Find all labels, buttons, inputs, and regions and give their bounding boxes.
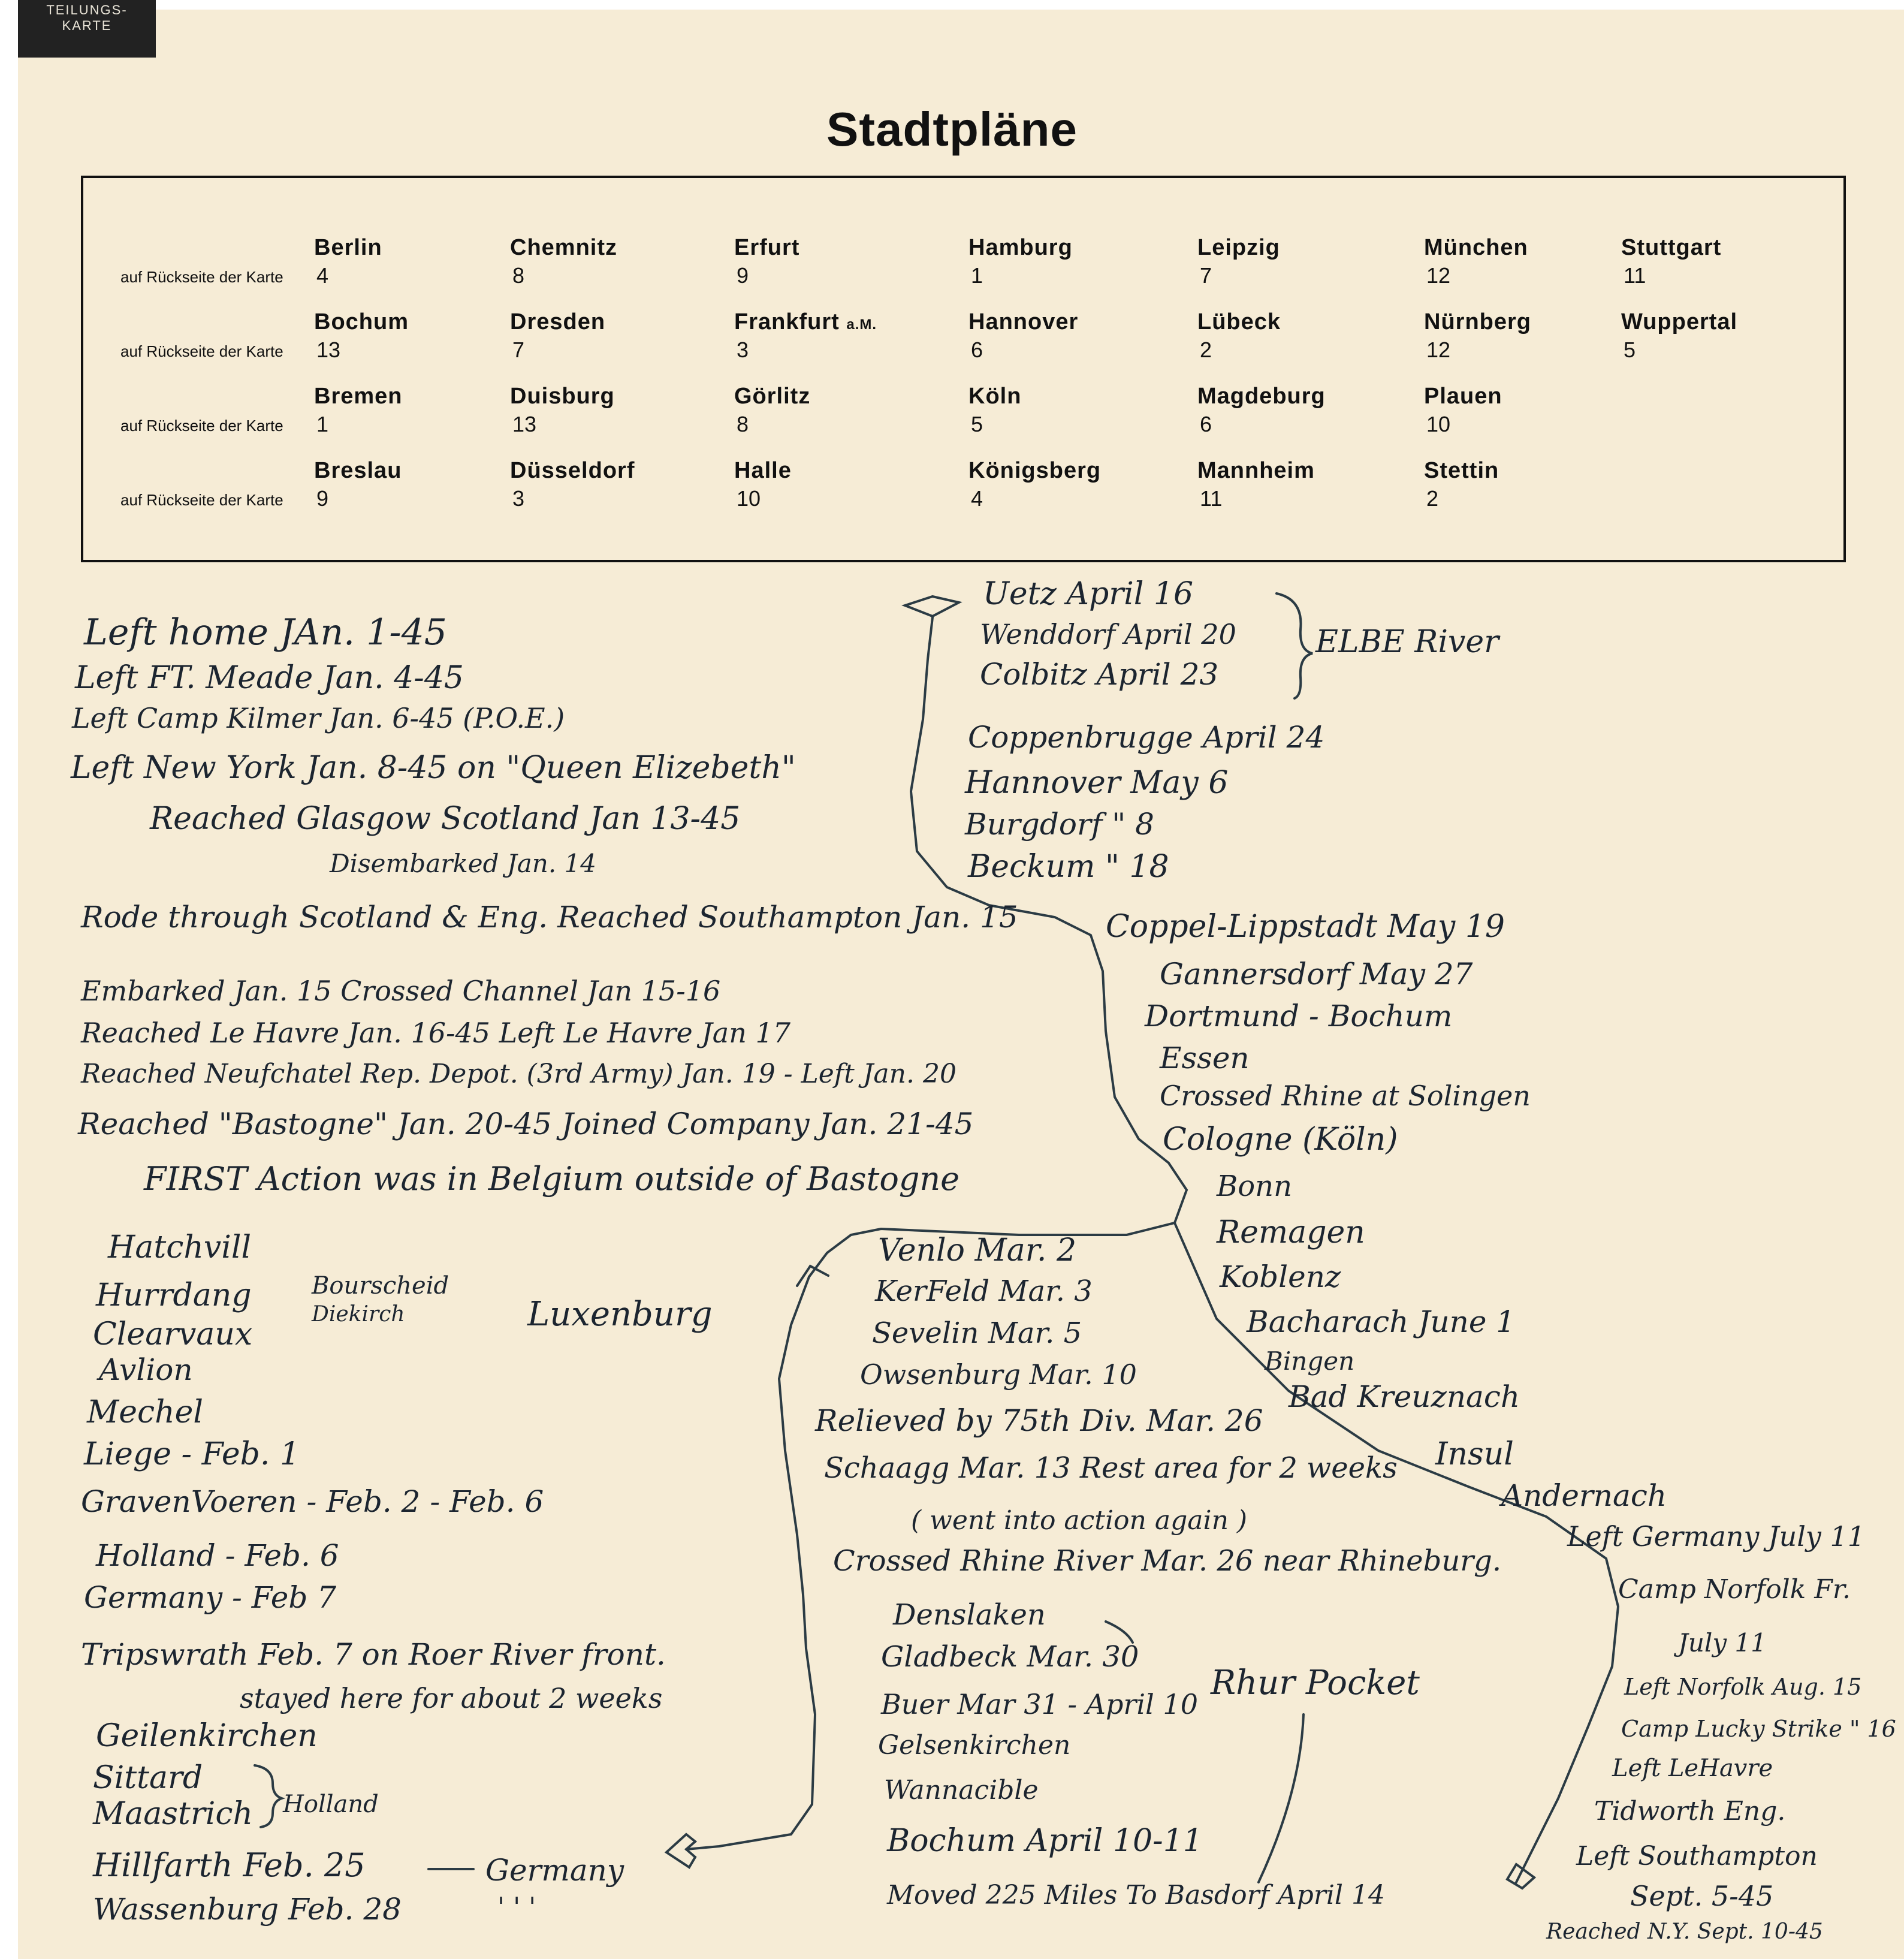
note-middle-entry: ( went into action again ) xyxy=(911,1505,1248,1536)
city-map-number: 12 xyxy=(1426,337,1451,362)
city-name: Mannheim xyxy=(1197,458,1315,483)
city-name: Bremen xyxy=(314,384,403,409)
city-map-number: 8 xyxy=(737,412,749,436)
city-name: Düsseldorf xyxy=(510,458,635,483)
note-middle-entry: Wannacible xyxy=(884,1775,1039,1806)
city-map-number: 10 xyxy=(1426,412,1451,436)
note-wassenburg: Wassenburg Feb. 28 xyxy=(93,1892,402,1927)
city-name: Wuppertal xyxy=(1621,309,1738,334)
note-belgium-entry: Holland - Feb. 6 xyxy=(96,1538,339,1573)
city-name: Stettin xyxy=(1424,458,1499,483)
note-reached-le-havre: Reached Le Havre Jan. 16-45 Left Le Havre Jan 17 xyxy=(81,1017,790,1049)
city-map-number: 10 xyxy=(737,486,761,511)
city-map-number: 9 xyxy=(737,263,749,288)
note-right-entry: Bad Kreuznach xyxy=(1289,1379,1520,1414)
row-label: auf Rückseite der Karte xyxy=(120,491,283,509)
city-map-number: 6 xyxy=(971,337,983,362)
note-middle-entry: Denslaken xyxy=(893,1598,1046,1632)
note-belgium-entry: GravenVoeren - Feb. 2 - Feb. 6 xyxy=(81,1484,544,1519)
note-middle-entry: Buer Mar 31 - April 10 xyxy=(881,1688,1198,1720)
note-lux-side: Diekirch xyxy=(312,1302,405,1327)
note-right-entry: Camp Norfolk Fr. xyxy=(1618,1574,1851,1605)
note-right-entry: Camp Lucky Strike " 16 xyxy=(1621,1716,1896,1742)
note-right-entry: Insul xyxy=(1435,1436,1514,1472)
city-map-number: 5 xyxy=(1624,337,1636,362)
note-left-new-york: Left New York Jan. 8-45 on "Queen Elizebeth" xyxy=(71,750,796,786)
note-left-camp-kilmer: Left Camp Kilmer Jan. 6-45 (P.O.E.) xyxy=(72,702,565,734)
note-ditto: ' ' ' xyxy=(497,1892,536,1922)
note-right-entry: Tidworth Eng. xyxy=(1594,1796,1786,1827)
city-map-number: 3 xyxy=(512,486,525,511)
note-elbe-place: Wenddorf April 20 xyxy=(980,618,1236,650)
note-rode-through-scotland: Rode through Scotland & Eng. Reached Southampton Jan. 15 xyxy=(81,900,1018,935)
note-middle-entry: Owsenburg Mar. 10 xyxy=(860,1358,1137,1391)
city-name: Lübeck xyxy=(1197,309,1281,334)
city-name: Görlitz xyxy=(734,384,811,409)
city-map-number: 1 xyxy=(316,412,329,436)
route-arrow-head-upper xyxy=(905,596,959,616)
note-belgium-entry: Liege - Feb. 1 xyxy=(84,1436,300,1472)
elbe-brace xyxy=(1277,593,1312,698)
corner-tab-line2: KARTE xyxy=(62,18,112,33)
city-name: Erfurt xyxy=(734,235,800,260)
note-belgium-entry: Tripswrath Feb. 7 on Roer River front. xyxy=(81,1637,666,1672)
note-middle-entry: Venlo Mar. 2 xyxy=(878,1232,1077,1268)
note-elbe-place: Colbitz April 23 xyxy=(980,657,1219,692)
city-name: Köln xyxy=(968,384,1022,409)
note-top-right-place: Beckum " 18 xyxy=(968,849,1169,885)
note-right-entry: Andernach xyxy=(1501,1478,1667,1513)
note-right-entry: Koblenz xyxy=(1220,1259,1341,1294)
note-right-entry: Left Norfolk Aug. 15 xyxy=(1624,1674,1862,1700)
note-right-entry: Left Germany July 11 xyxy=(1567,1520,1866,1553)
route-arrow-head-right xyxy=(1507,1864,1534,1888)
city-name: Bochum xyxy=(314,309,409,334)
note-belgium-entry: stayed here for about 2 weeks xyxy=(240,1682,663,1714)
city-name: Nürnberg xyxy=(1424,309,1531,334)
note-right-entry: Bonn xyxy=(1217,1170,1292,1203)
city-map-number: 13 xyxy=(512,412,537,436)
city-map-number: 4 xyxy=(971,486,983,511)
note-right-entry: Coppel-Lippstadt May 19 xyxy=(1106,909,1505,945)
note-lux-place: Hatchvill xyxy=(108,1229,252,1265)
note-left-ft-meade: Left FT. Meade Jan. 4-45 xyxy=(75,660,464,696)
note-holland-label: Holland xyxy=(283,1791,379,1818)
note-hillfarth: Hillfarth Feb. 25 xyxy=(93,1846,366,1884)
note-elbe-river: ELBE River xyxy=(1315,624,1499,660)
note-middle-entry: Relieved by 75th Div. Mar. 26 xyxy=(815,1403,1263,1438)
city-name: Magdeburg xyxy=(1197,384,1326,409)
route-arrow-head-middle xyxy=(797,1266,828,1286)
note-maastrich: Maastrich xyxy=(93,1796,253,1832)
note-right-entry: Bacharach June 1 xyxy=(1247,1304,1516,1339)
city-name: München xyxy=(1424,235,1528,260)
city-name: Duisburg xyxy=(510,384,615,409)
note-lux-place: Avlion xyxy=(99,1352,193,1387)
note-right-entry: Bingen xyxy=(1265,1346,1355,1376)
note-right-entry: Crossed Rhine at Solingen xyxy=(1160,1080,1531,1112)
note-belgium-entry: Geilenkirchen xyxy=(96,1718,318,1754)
note-middle-entry: Crossed Rhine River Mar. 26 near Rhineburg. xyxy=(833,1544,1502,1578)
city-name: Halle xyxy=(734,458,792,483)
row-label: auf Rückseite der Karte xyxy=(120,417,283,435)
city-map-number: 6 xyxy=(1200,412,1212,436)
note-right-entry: Cologne (Köln) xyxy=(1163,1122,1398,1158)
city-map-number: 11 xyxy=(1624,263,1646,288)
note-luxenburg: Luxenburg xyxy=(527,1295,713,1334)
note-lux-place: Hurrdang xyxy=(96,1277,252,1313)
page-title: Stadtpläne xyxy=(826,103,1078,156)
city-map-number: 8 xyxy=(512,263,525,288)
corner-tab-line1: TEILUNGS- xyxy=(46,2,128,17)
row-label: auf Rückseite der Karte xyxy=(120,342,283,360)
city-map-number: 2 xyxy=(1200,337,1212,362)
note-embarked: Embarked Jan. 15 Crossed Channel Jan 15-16 xyxy=(81,975,721,1007)
city-map-number: 7 xyxy=(512,337,525,362)
city-name: Berlin xyxy=(314,235,382,260)
note-elbe-place: Uetz April 16 xyxy=(983,576,1194,612)
note-belgium-entry: Germany - Feb 7 xyxy=(84,1580,337,1615)
note-middle-entry: Gladbeck Mar. 30 xyxy=(881,1640,1139,1674)
rhur-bracket-lower xyxy=(1259,1714,1303,1882)
city-map-number: 9 xyxy=(316,486,329,511)
city-name: Stuttgart xyxy=(1621,235,1722,260)
note-reached-glasgow: Reached Glasgow Scotland Jan 13-45 xyxy=(150,801,741,837)
note-right-entry: Left LeHavre xyxy=(1612,1755,1773,1782)
note-right-entry: Left Southampton xyxy=(1576,1841,1818,1871)
note-middle-entry: Schaagg Mar. 13 Rest area for 2 weeks xyxy=(824,1451,1398,1485)
note-right-entry: Dortmund - Bochum xyxy=(1145,999,1453,1033)
note-first-action: FIRST Action was in Belgium outside of Bastogne xyxy=(144,1160,960,1198)
note-middle-entry: Gelsenkirchen xyxy=(878,1730,1071,1761)
note-middle-entry: Bochum April 10-11 xyxy=(887,1823,1203,1859)
city-map-number: 11 xyxy=(1200,486,1223,511)
note-belgium-entry: Mechel xyxy=(87,1394,204,1430)
note-lux-side: Bourscheid xyxy=(312,1272,449,1300)
note-rhur-pocket: Rhur Pocket xyxy=(1211,1663,1420,1702)
rhur-bracket xyxy=(1106,1622,1133,1642)
row-label: auf Rückseite der Karte xyxy=(120,268,283,286)
city-map-number: 3 xyxy=(737,337,749,362)
note-disembarked: Disembarked Jan. 14 xyxy=(330,849,596,878)
note-top-right-place: Hannover May 6 xyxy=(965,765,1229,801)
city-map-number: 7 xyxy=(1200,263,1212,288)
note-middle-entry: KerFeld Mar. 3 xyxy=(875,1274,1093,1308)
city-name: Königsberg xyxy=(968,458,1102,483)
note-reached-bastogne: Reached "Bastogne" Jan. 20-45 Joined Company Jan. 21-45 xyxy=(78,1107,974,1141)
note-reached-neufchatel: Reached Neufchatel Rep. Depot. (3rd Army) Jan. 19 - Left Jan. 20 xyxy=(81,1059,956,1089)
route-arrow-head-lower xyxy=(666,1834,695,1867)
note-right-entry: Remagen xyxy=(1217,1214,1365,1250)
note-middle-entry: Moved 225 Miles To Basdorf April 14 xyxy=(887,1880,1385,1910)
city-name-text: Frankfurt xyxy=(734,309,840,334)
city-map-number: 5 xyxy=(971,412,983,436)
city-name: Dresden xyxy=(510,309,606,334)
city-map-number: 13 xyxy=(316,337,341,362)
city-name-suffix: a.M. xyxy=(846,317,877,333)
city-map-number: 2 xyxy=(1426,486,1439,511)
note-top-right-place: Coppenbrugge April 24 xyxy=(968,720,1325,755)
city-name: Leipzig xyxy=(1197,235,1280,260)
city-map-number: 12 xyxy=(1426,263,1451,288)
note-right-entry: Gannersdorf May 27 xyxy=(1160,957,1473,991)
note-middle-entry: Sevelin Mar. 5 xyxy=(872,1316,1082,1350)
city-name: Plauen xyxy=(1424,384,1502,409)
note-right-entry: Sept. 5-45 xyxy=(1630,1880,1774,1912)
city-map-number: 4 xyxy=(316,263,329,288)
route-line-lower xyxy=(686,1277,815,1849)
note-left-home: Left home JAn. 1-45 xyxy=(84,611,447,653)
note-top-right-place: Burgdorf " 8 xyxy=(965,807,1154,842)
city-name: Hamburg xyxy=(968,235,1073,260)
note-right-entry: July 11 xyxy=(1678,1628,1767,1657)
note-sittard: Sittard xyxy=(93,1760,203,1796)
city-name: Hannover xyxy=(968,309,1079,334)
note-right-entry: Reached N.Y. Sept. 10-45 xyxy=(1546,1919,1823,1944)
note-lux-place: Clearvaux xyxy=(93,1316,253,1352)
city-name: Breslau xyxy=(314,458,402,483)
note-germany: Germany xyxy=(485,1853,624,1888)
city-map-number: 1 xyxy=(971,263,983,288)
city-name: Chemnitz xyxy=(510,235,617,260)
note-right-entry: Essen xyxy=(1160,1041,1250,1075)
holland-brace xyxy=(255,1765,282,1827)
